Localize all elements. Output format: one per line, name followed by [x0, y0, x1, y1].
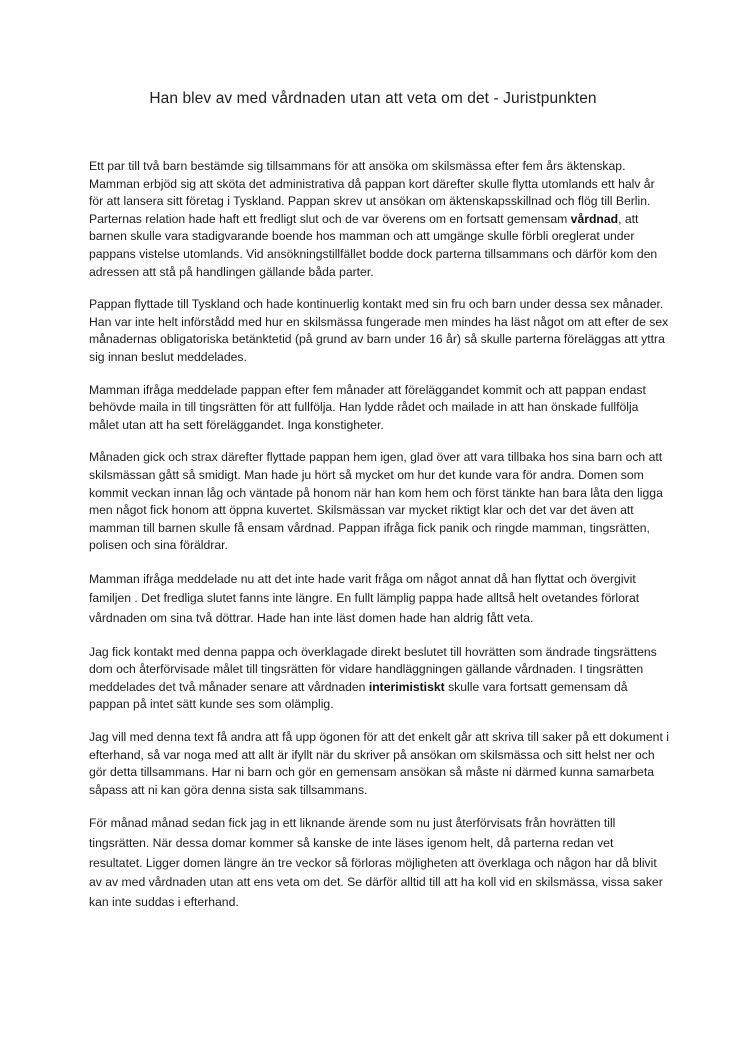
paragraph-1-text-end: , att barnen skulle vara stadigvarande boende hos mamman och att umgänge skulle förbli oreglerat under pappans vistelse utomlands. Vid ansökningstillfället bodde dock parterna tillsammans och därför kom den adressen att stå på handlingen gällande båda parter. [89, 211, 658, 279]
paragraph-6-text-end: skulle vara fortsatt gemensam då pappan på intet sätt kunde ses som olämplig. [89, 679, 628, 712]
paragraph-5: Mamman ifråga meddelade nu att det inte hade varit fråga om något annat då han flyttat och övergivit familjen . Det fredliga slutet fanns inte längre. En fullt lämplig pappa hade alltså helt ovetandes förlorat vårdnaden om sina två döttrar. Hade han inte läst domen hade han aldrig fått veta. [89, 571, 640, 626]
paragraph-7: Jag vill med denna text få andra att få upp ögonen för att det enkelt går att skriva till saker på ett dokument i efterhand, så var noga med att allt är ifyllt när du skriver på ansökan om skilsmässa och sitt helst ner och gör detta tillsammans. Har ni barn och gör en gemensam ansökan så måste ni därmed kunna samarbeta såpass att ni kan göra denna sista sak tillsammans. [89, 730, 669, 797]
paragraph-6-bold-term: interimistiskt [368, 679, 445, 694]
paragraph-8: För månad månad sedan fick jag in ett liknande ärende som nu just återförvisats från hovrätten till tingsrätten. När dessa domar kommer så kanske de inte läses igenom helt, då parterna redan vet resultatet. Ligger domen längre än tre veckor så förloras möjligheten att överklaga och någon har då blivit av av med vårdnaden utan att ens veta om det. Se därför alltid till att ha koll vid en skilsmässa, vissa saker kan inte suddas i efterhand. [89, 816, 663, 909]
paragraph-1 [89, 158, 669, 281]
paragraph-2: Pappan flyttade till Tyskland och hade kontinuerlig kontakt med sin fru och barn under dessa sex månader. Han var inte helt införstådd med hur en skilsmässa fungerade men mindes ha läst något om att efter de sex månadernas obligatoriska betänktetid (på grund av barn under 16 år) så skulle parterna föreläggas att yttra sig innan beslut meddelades. [89, 297, 669, 364]
paragraph-6-text-start: Jag fick kontakt med denna pappa och överklagade direkt beslutet till hovrätten som ändrade tingsrättens dom och återförvisade målet till tingsrätten för vidare handläggningen gällande vårdnaden. I tingsrätten meddelades det två månader senare att vårdnaden [89, 644, 657, 694]
paragraph-3: Mamman ifråga meddelade pappan efter fem månader att föreläggandet kommit och att pappan endast behövde maila in till tingsrätten för att fullfölja. Han lydde rådet och mailade in att han önskade fullfölja målet utan att ha sett föreläggandet. Inga konstigheter. [89, 382, 646, 432]
paragraph-6 [89, 644, 669, 714]
paragraph-1-bold-term: vårdnad [570, 211, 619, 226]
paragraph-1-text-start: Ett par till två barn bestämde sig tillsammans för att ansöka om skilsmässa efter fem års äktenskap. Mamman erbjöd sig att sköta det administrativa då pappan kort därefter skulle flytta utomlands ett halv år för att lansera sitt företag i Tyskland. Pappan skrev ut ansökan om äktenskapsskillnad och flög till Berlin. Parternas relation hade haft ett fredligt slut och de var överens om en fortsatt gemensam [89, 159, 655, 226]
paragraph-4: Månaden gick och strax därefter flyttade pappan hem igen, glad över att vara tillbaka hos sina barn och att skilsmässan gått så smidigt. Man hade ju hört så mycket om hur det kunde vara för andra. Domen som kommit veckan innan låg och väntade på honom när han kom hem och först tänkte han bara låta den ligga men något fick honom att öppna kuvertet. Skilsmässan var mycket riktigt klar och det var det även att mamman till barnen skulle få ensam vårdnad. Pappan ifråga fick panik och ringde mamman, tingsrätten, polisen och sina föräldrar. [89, 450, 663, 553]
document-body [89, 158, 669, 927]
document-title: Han blev av med vårdnaden utan att veta om det - Juristpunkten [149, 90, 597, 107]
